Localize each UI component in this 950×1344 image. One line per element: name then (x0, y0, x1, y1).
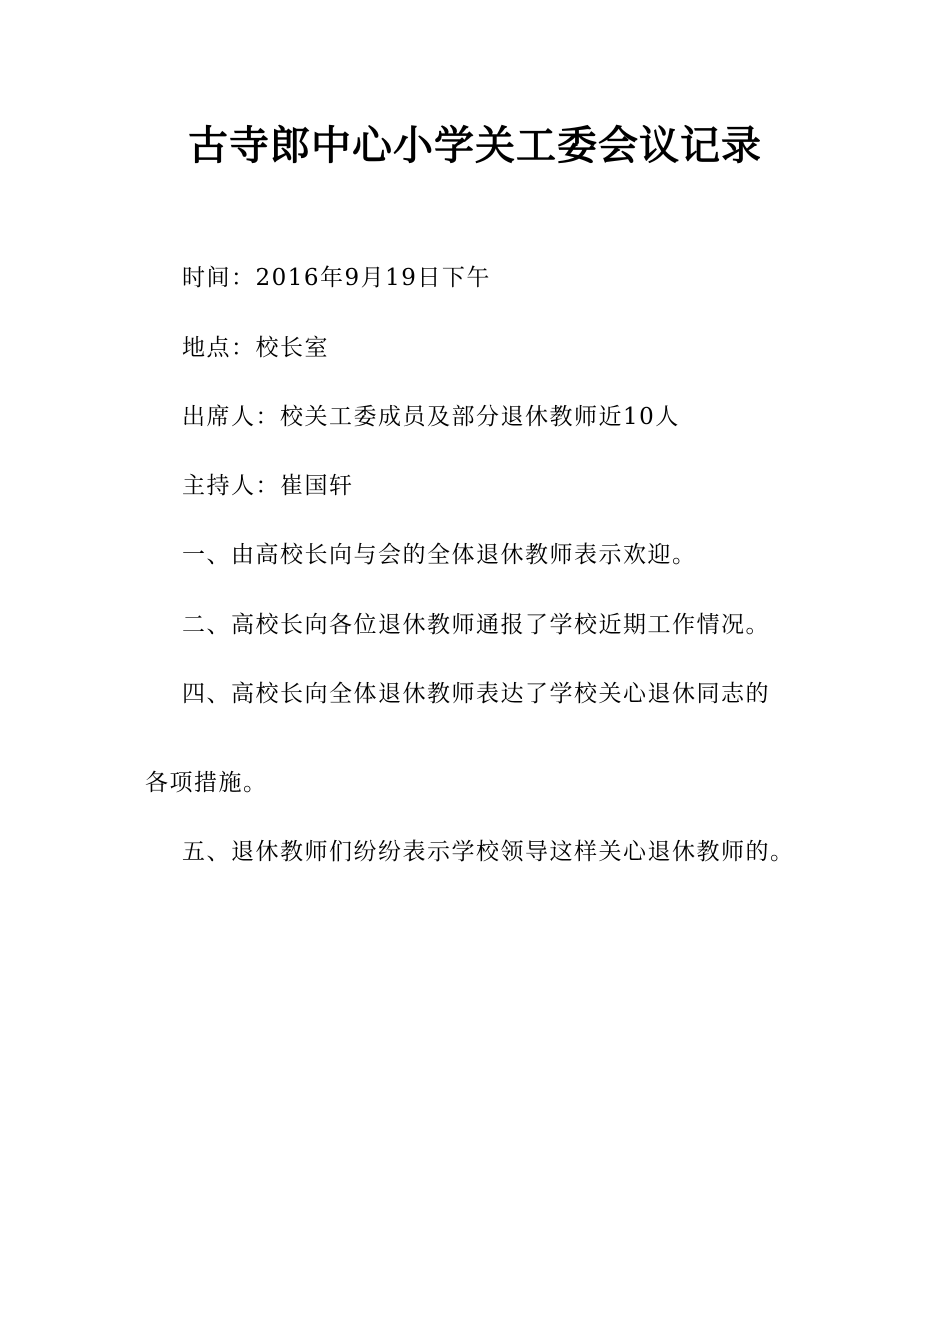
agenda-item-2: 二、高校长向各位退休教师通报了学校近期工作情况。 (182, 612, 770, 638)
agenda-item-4-continued: 各项措施。 (145, 770, 268, 796)
meeting-time: 时间：2016年9月19日下午 (182, 265, 491, 291)
agenda-item-5: 五、退休教师们纷纷表示学校领导这样关心退休教师的。 (182, 839, 795, 865)
agenda-item-4: 四、高校长向全体退休教师表达了学校关心退休同志的 (182, 681, 770, 707)
agenda-item-1: 一、由高校长向与会的全体退休教师表示欢迎。 (182, 542, 697, 568)
meeting-host: 主持人：崔国轩 (182, 473, 354, 499)
meeting-location: 地点：校长室 (182, 335, 329, 361)
page-title: 古寺郎中心小学关工委会议记录 (188, 122, 762, 169)
meeting-attendees: 出席人：校关工委成员及部分退休教师近10人 (182, 404, 680, 430)
